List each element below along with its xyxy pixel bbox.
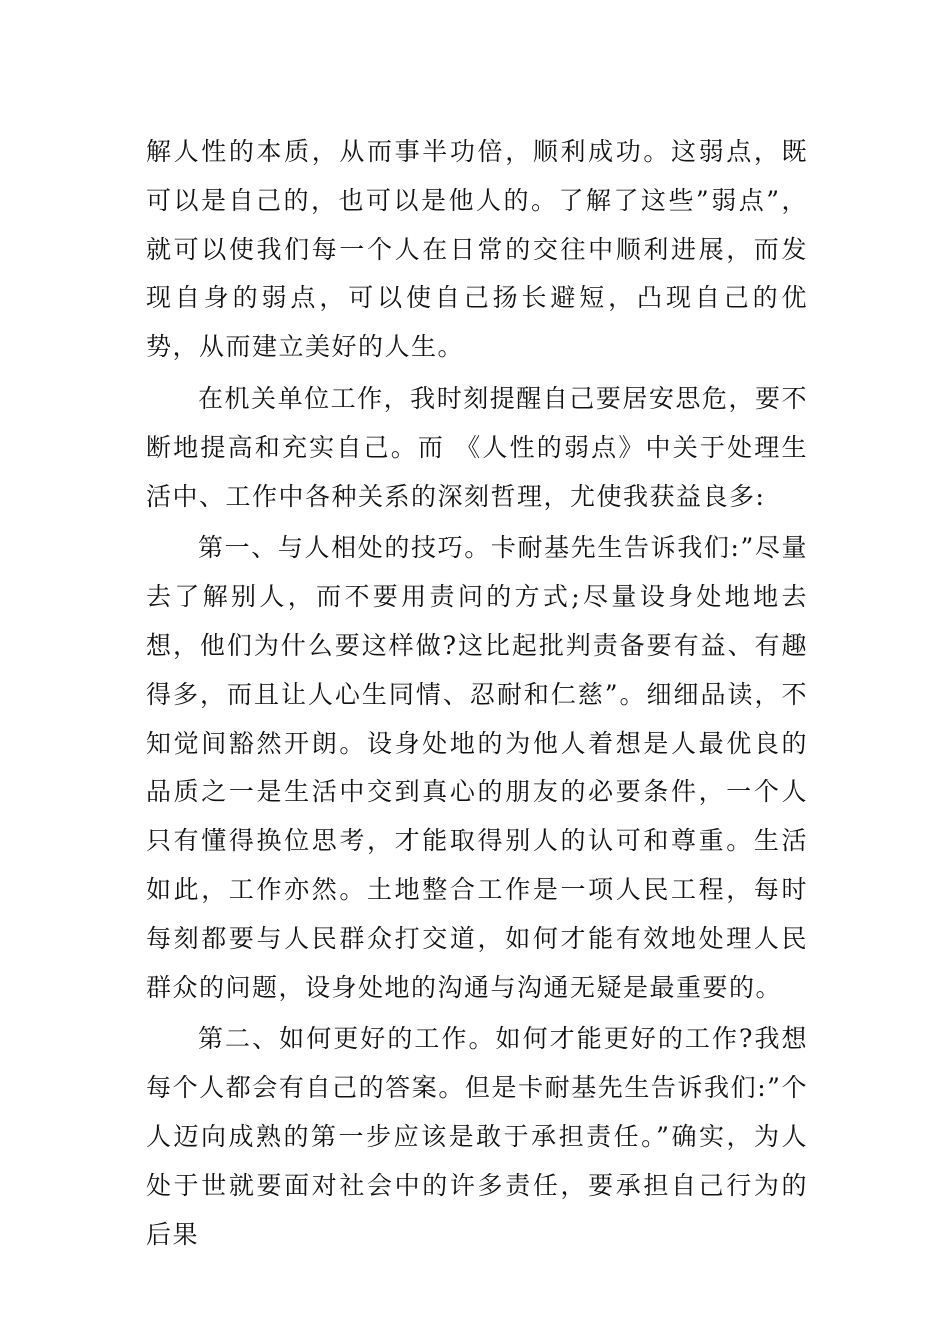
paragraph-3: 第一、与人相处的技巧。卡耐基先生告诉我们:”尽量去了解别人，而不要用责问的方式;尽量设身处地地去想，他们为什么要这样做?这比起批判责备要有益、有趣得多，而且让人心生同情、忍耐和仁慈”。细细品读，不知觉间豁然开朗。设身处地的为他人着想是人最优良的品质之一是生活中交到真心的朋友的必要条件，一个人只有懂得换位思考，才能取得别人的认可和尊重。生活如此，工作亦然。土地整合工作是一项人民工程，每时每刻都要与人民群众打交道，如何才能有效地处理人民群众的问题，设身处地的沟通与沟通无疑是最重要的。 (146, 533, 808, 1002)
paragraph-2: 在机关单位工作，我时刻提醒自己要居安思危，要不断地提高和充实自己。而 《人性的弱点》中关于处理生活中、工作中各种关系的深刻哲理，尤使我获益良多: (146, 383, 808, 511)
paragraph-1: 解人性的本质，从而事半功倍，顺利成功。这弱点，既可以是自己的，也可以是他人的。了解了这些”弱点”，就可以使我们每一个人在日常的交往中顺利进展，而发现自身的弱点，可以使自己扬长避短，凸现自己的优势，从而建立美好的人生。 (146, 137, 808, 362)
document-body (146, 128, 808, 1259)
paragraph-4: 第二、如何更好的工作。如何才能更好的工作?我想每个人都会有自己的答案。但是卡耐基先生告诉我们:”个人迈向成熟的第一步应该是敢于承担责任。”确实，为人处于世就要面对社会中的许多责任，要承担自己行为的后果 (146, 1024, 808, 1249)
